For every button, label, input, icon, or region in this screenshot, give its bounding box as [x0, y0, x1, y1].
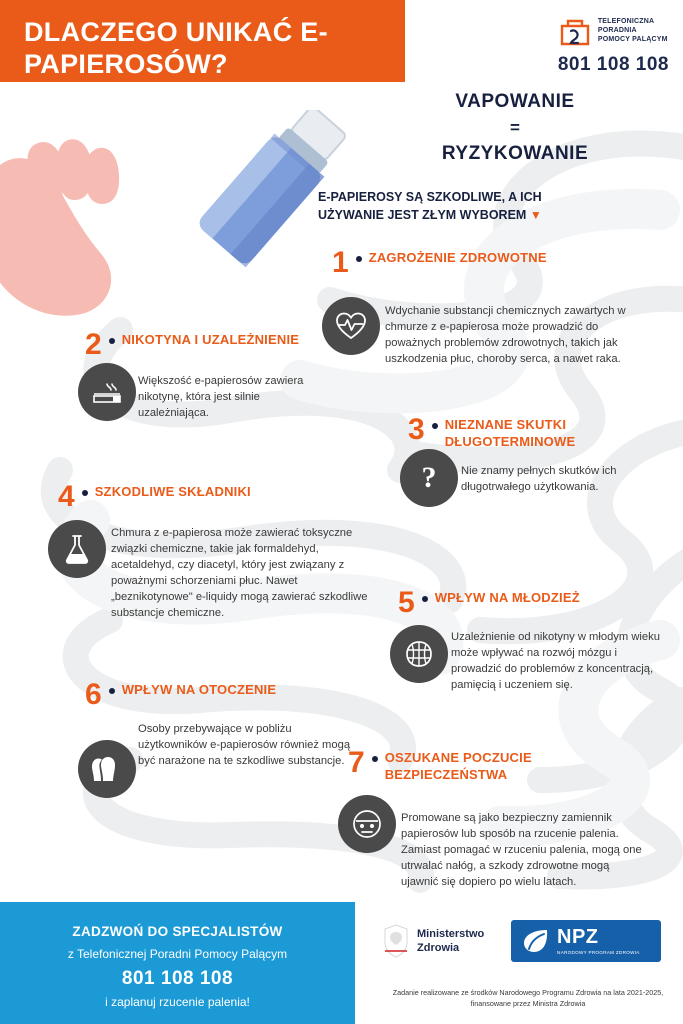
logo-line3: POMOCY PALĄCYM	[597, 35, 668, 43]
ministry-line1: Ministerstwo	[417, 927, 485, 940]
logo-phone-number: 801 108 108	[557, 54, 669, 75]
footer-cta	[0, 902, 355, 1024]
slogan-line1: VAPOWANIE	[455, 91, 575, 112]
bullet-dot	[372, 756, 378, 762]
item-6-body: Osoby przebywające w pobliżu użytkowników e-papierosów również mogą być narażone na te szkodliwe substancje.	[138, 723, 351, 767]
item-5-number: 5	[398, 586, 415, 619]
cta-line1: ZADZWOŃ DO SPECJALISTÓW	[72, 924, 283, 939]
cta-phone-number: 801 108 108	[121, 968, 234, 989]
slogan	[370, 88, 660, 168]
question-mark-icon	[400, 449, 458, 507]
item-6-number: 6	[85, 678, 102, 711]
question-mark-glyph: ?	[421, 461, 437, 494]
phone-helpline-icon	[558, 18, 592, 52]
funding-disclaimer: Zadanie realizowane ze środków Narodowego Programu Zdrowia na lata 2021-2025, finansowane przez Ministra Zdrowia	[392, 988, 664, 1009]
item-7-title: OSZUKANE POCZUCIE BEZPIECZEŃSTWA	[384, 750, 532, 782]
item-6-title: WPŁYW NA OTOCZENIE	[121, 682, 277, 697]
npz-leaf-icon	[520, 926, 550, 956]
logo-text	[598, 18, 668, 45]
subheading	[318, 188, 668, 225]
item-4	[58, 482, 388, 621]
two-heads-icon	[78, 740, 136, 798]
item-2-body: Większość e-papierosów zawiera nikotynę, która jest silnie uzależniająca.	[138, 375, 304, 419]
item-7-number: 7	[348, 746, 365, 779]
subheading-line1: E-PAPIEROSY SĄ SZKODLIWE, A ICH	[318, 190, 542, 204]
ministry-line2: Zdrowia	[417, 942, 460, 954]
item-4-body: Chmura z e-papierosa może zawierać toksyczne związki chemiczne, takie jak formaldehyd, acetaldehyd, czy diacetyl, który jest związany z poważnymi schorzeniami płuc. Nawet „beznikotynowe" e-liquidy mogą zawierać szkodliwe substancje chemiczne.	[111, 527, 368, 619]
ministry-of-health-logo	[383, 924, 484, 958]
npz-text	[557, 927, 640, 955]
slogan-equals: =	[510, 117, 520, 137]
vaping-face-icon	[338, 795, 396, 853]
cigarette-icon	[78, 363, 136, 421]
logo-line1: TELEFONICZNA	[597, 18, 655, 25]
brain-icon	[390, 625, 448, 683]
ministry-name	[417, 927, 484, 956]
footer-logos	[355, 902, 683, 1024]
item-7-body: Promowane są jako bezpieczny zamiennik papierosów lub sposób na rzucenie palenia. Zamiast pomagać w rzuceniu palenia, mogą one utrwalać nałóg, a szkody zdrowotne mogą ujawnić się dopiero po wielu latach.	[401, 812, 642, 888]
bullet-dot	[422, 596, 428, 602]
item-1-title: ZAGROŻENIE ZDROWOTNE	[368, 250, 547, 265]
cta-line2: z Telefonicznej Poradni Pomocy Palącym	[67, 947, 288, 961]
cta-line4: i zaplanuj rzucenie palenia!	[105, 995, 250, 1009]
item-2-title: NIKOTYNA I UZALEŻNIENIE	[121, 332, 300, 347]
item-4-number: 4	[58, 480, 75, 513]
bullet-dot	[109, 338, 115, 344]
helpline-logo	[558, 18, 669, 76]
npz-abbr: NPZ	[557, 926, 599, 948]
item-1-body: Wdychanie substancji chemicznych zawartych w chmurze z e-papierosa może prowadzić do poważnych problemów zdrowotnych, takich jak uszkodzenia płuc, choroby serca, a nawet raka.	[385, 305, 626, 365]
item-1	[332, 248, 632, 368]
item-4-title: SZKODLIWE SKŁADNIKI	[94, 484, 251, 499]
bullet-dot	[109, 688, 115, 694]
bullet-dot	[356, 256, 362, 262]
subheading-line2: UŻYWANIE JEST ZŁYM WYBOREM	[318, 208, 527, 223]
polish-eagle-icon	[383, 924, 409, 958]
item-3-number: 3	[408, 413, 425, 446]
item-3-body: Nie znamy pełnych skutków ich długotrwałego użytkowania.	[461, 465, 617, 494]
flask-icon	[48, 520, 106, 578]
item-1-number: 1	[332, 246, 349, 279]
bullet-dot	[432, 423, 438, 429]
item-5-title: WPŁYW NA MŁODZIEŻ	[434, 590, 580, 605]
down-arrow-icon: ▼	[529, 208, 542, 223]
page-title: DLACZEGO UNIKAĆ E-PAPIEROSÓW?	[24, 17, 328, 79]
bullet-dot	[82, 490, 88, 496]
item-5-body: Uzależnienie od nikotyny w młodym wieku może wpływać na rozwój mózgu i prowadzić do problemów z koncentracją, pamięcią i uczeniem się.	[451, 631, 660, 691]
npz-logo	[511, 920, 661, 962]
item-2-number: 2	[85, 328, 102, 361]
npz-full-name: NARODOWY PROGRAM ZDROWIA	[557, 950, 640, 955]
item-3-title: NIEZNANE SKUTKI DŁUGOTERMINOWE	[444, 417, 576, 449]
slogan-line3: RYZYKOWANIE	[441, 143, 589, 165]
logo-line2: PORADNIA	[597, 26, 637, 34]
